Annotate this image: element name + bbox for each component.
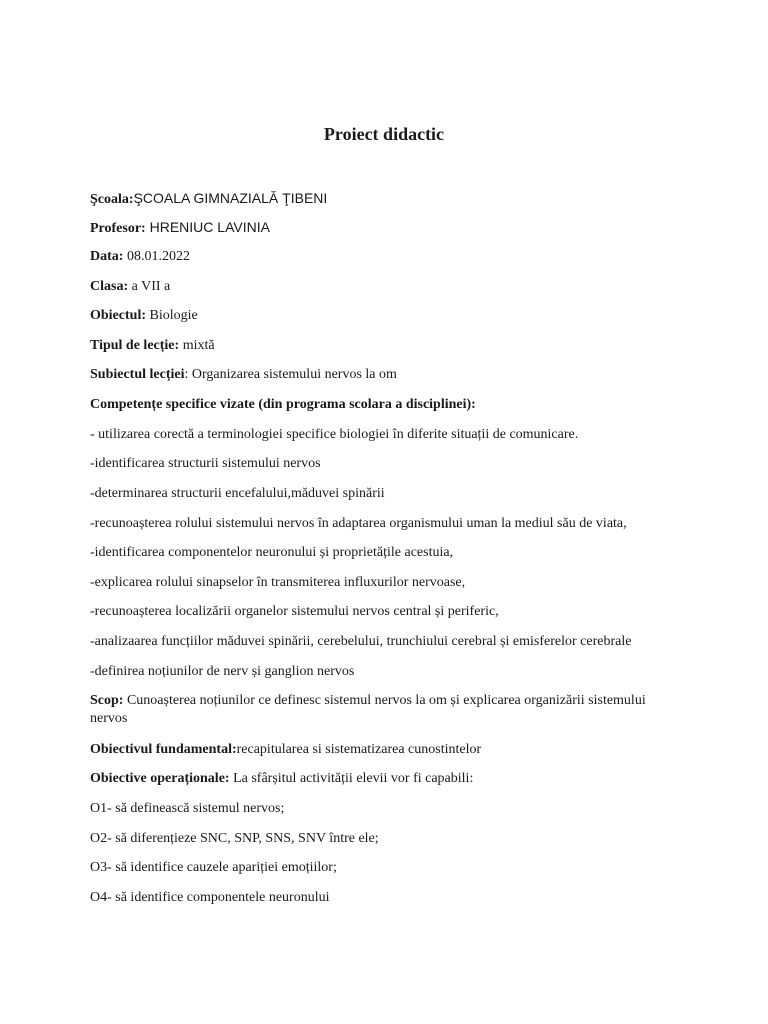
competence-item: -identificarea structurii sistemului nervos bbox=[90, 456, 321, 471]
competences-heading: Competențe specifice vizate (din programa scolara a disciplinei): bbox=[90, 397, 476, 412]
fundamental-label: Obiectivul fundamental: bbox=[90, 742, 237, 757]
field-lesson-topic bbox=[90, 366, 690, 384]
field-lesson-type bbox=[90, 337, 690, 355]
objective-item: O4- să identifice componentele neuronului bbox=[90, 890, 330, 905]
scope-label: Scop: bbox=[90, 693, 124, 708]
competence-item: -explicarea rolului sinapselor în transmiterea influxurilor nervoase, bbox=[90, 575, 466, 590]
scope-value: Cunoașterea noțiunilor ce definesc sistemul nervos la om și explicarea organizării sistemului nervos bbox=[90, 693, 646, 726]
fundamental-objective bbox=[90, 741, 690, 759]
field-class bbox=[90, 278, 690, 296]
field-school bbox=[90, 189, 690, 209]
field-label: Data: bbox=[90, 249, 124, 264]
competence-item: -analizaarea funcțiilor măduvei spinării, cerebelului, trunchiului cerebral și emisferelor cerebrale bbox=[90, 634, 632, 649]
field-value: mixtă bbox=[179, 338, 215, 353]
competence-item: - utilizarea corectă a terminologiei specifice biologiei în diferite situații de comunicare. bbox=[90, 427, 579, 442]
fundamental-value: recapitularea si sistematizarea cunostintelor bbox=[236, 742, 482, 757]
competence-item: -definirea noțiunilor de nerv și ganglion nervos bbox=[90, 664, 355, 679]
field-label: Şcoala: bbox=[90, 192, 134, 207]
competence-item: -determinarea structurii encefalului,măduvei spinării bbox=[90, 486, 385, 501]
field-label: Profesor: bbox=[90, 221, 146, 236]
operational-objectives bbox=[90, 770, 690, 788]
field-value: ŞCOALA GIMNAZIALĂ ŢIBENI bbox=[133, 190, 328, 206]
competence-item: -recunoașterea localizării organelor sistemului nervos central și periferic, bbox=[90, 604, 499, 619]
document-title: Proiect didactic bbox=[323, 124, 445, 144]
objective-item: O2- să diferențieze SNC, SNP, SNS, SNV între ele; bbox=[90, 831, 379, 846]
field-value: a VII a bbox=[128, 279, 171, 294]
operational-label: Obiective operaționale: bbox=[90, 771, 230, 786]
field-teacher bbox=[90, 218, 690, 238]
field-value: : Organizarea sistemului nervos la om bbox=[184, 367, 397, 382]
scope-paragraph bbox=[90, 692, 650, 728]
objective-item: O3- să identifice cauzele apariției emoțiilor; bbox=[90, 860, 337, 875]
field-value: 08.01.2022 bbox=[123, 249, 190, 264]
field-value: Biologie bbox=[146, 308, 198, 323]
field-label: Obiectul: bbox=[90, 308, 146, 323]
field-label: Tipul de lecție: bbox=[90, 338, 180, 353]
competence-item: -identificarea componentelor neuronului și proprietățile acestuia, bbox=[90, 545, 454, 560]
field-label: Subiectul lecției bbox=[90, 367, 185, 382]
operational-value: La sfârșitul activității elevii vor fi capabili: bbox=[229, 771, 474, 786]
field-date bbox=[90, 248, 690, 266]
objective-item: O1- să definească sistemul nervos; bbox=[90, 801, 285, 816]
field-label: Clasa: bbox=[90, 279, 129, 294]
field-subject bbox=[90, 307, 690, 325]
field-value: HRENIUC LAVINIA bbox=[145, 219, 270, 235]
competence-item: -recunoașterea rolului sistemului nervos în adaptarea organismului uman la mediul său de viata, bbox=[90, 516, 627, 531]
